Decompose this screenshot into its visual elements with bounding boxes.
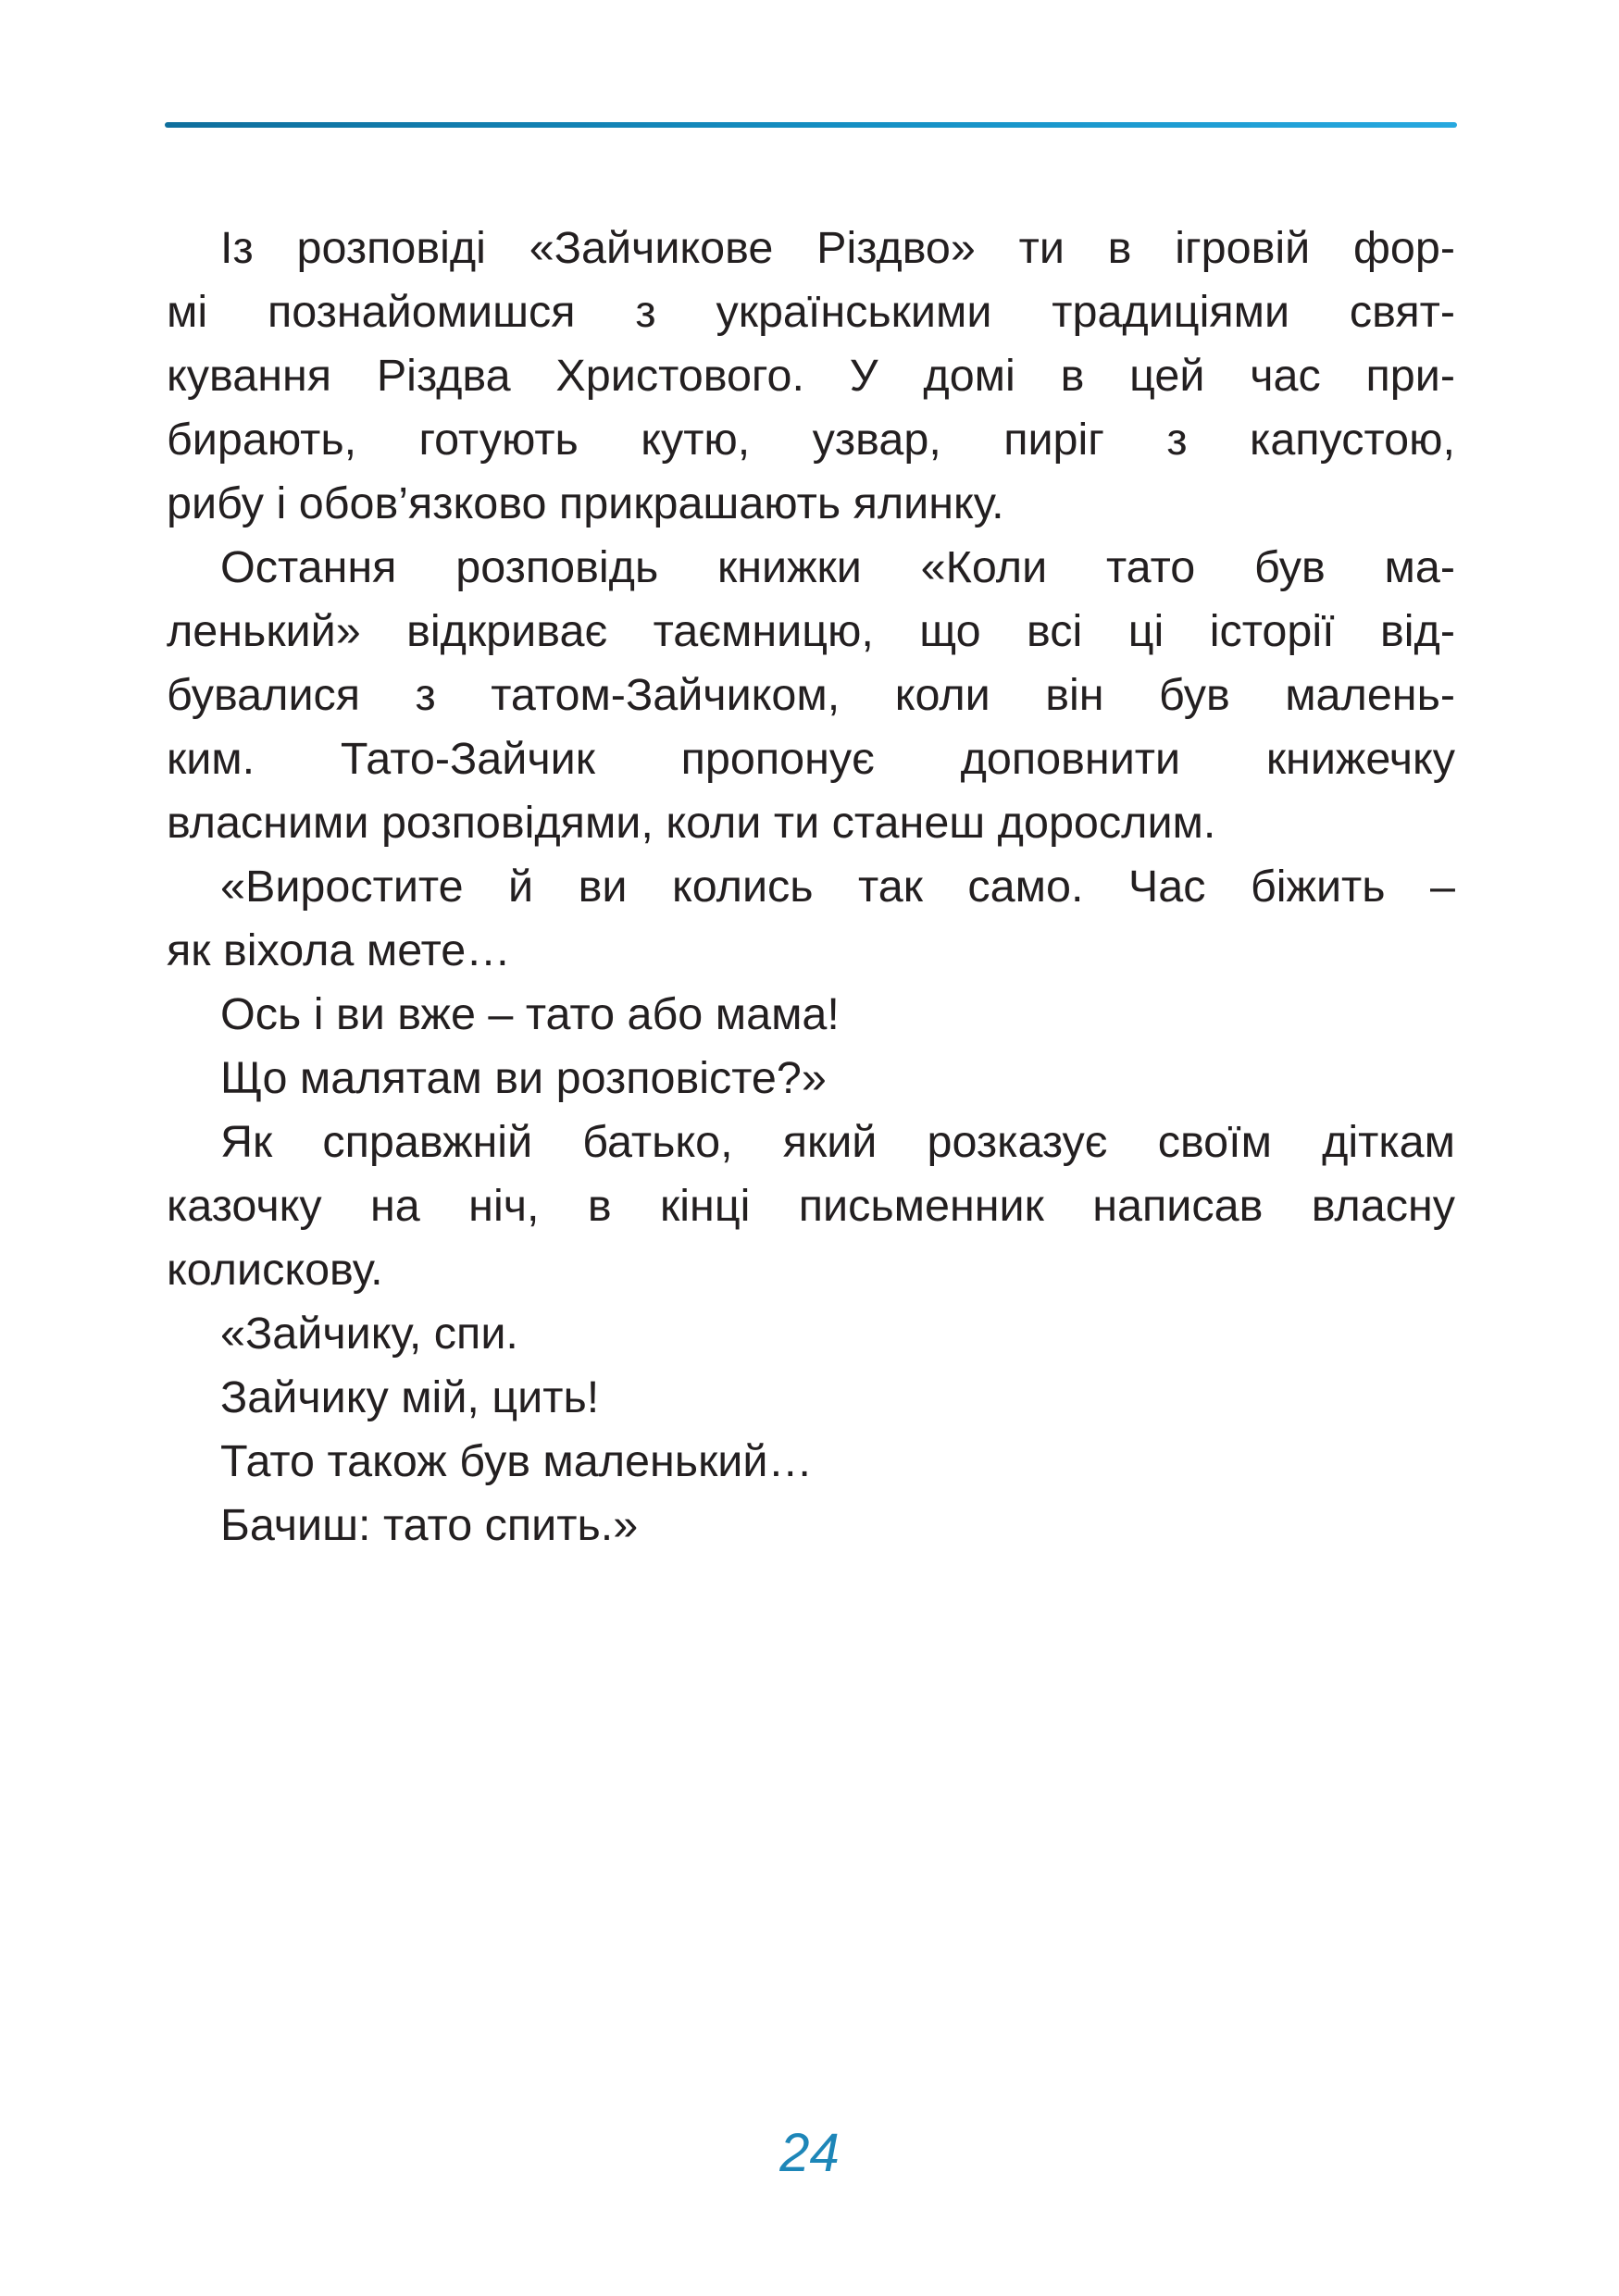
text-line: рибу і обов’язково прикрашають ялинку.: [167, 478, 1004, 528]
text-line: Що малятам ви розповісте?»: [220, 1053, 827, 1103]
text-line: Бачиш: тато спить.»: [220, 1500, 639, 1550]
text-line: Зайчику мій, цить!: [220, 1372, 600, 1422]
text-line: бирають, готують кутю, узвар, пиріг з капустою,: [167, 415, 1455, 465]
text-line: ленький» відкриває таємницю, що всі ці історії від-: [167, 606, 1455, 656]
text-line: Остання розповідь книжки «Коли тато був ма-: [220, 542, 1455, 592]
text-line: казочку на ніч, в кінці письменник написав власну: [167, 1181, 1455, 1231]
text-line: Як справжній батько, який розказує своїм діткам: [220, 1117, 1455, 1167]
text-line: власними розповідями, коли ти станеш дорослим.: [167, 798, 1216, 848]
text-line: бувалися з татом-Зайчиком, коли він був малень-: [167, 670, 1455, 720]
text-line: ким. Тато-Зайчик пропонує доповнити книжечку: [167, 734, 1455, 784]
text-line: кування Різдва Христового. У домі в цей час при-: [167, 351, 1455, 401]
text-line: «Виростите й ви колись так само. Час біжить –: [220, 862, 1455, 912]
body-text: [167, 217, 1455, 1558]
text-line: Ось і ви вже – тато або мама!: [220, 989, 840, 1039]
text-line: «Зайчику, спи.: [220, 1309, 518, 1359]
text-line: мі познайомишся з українськими традиціями свят-: [167, 287, 1455, 337]
text-line: Тато також був маленький…: [220, 1436, 813, 1486]
text-line: Із розповіді «Зайчикове Різдво» ти в ігровій фор-: [220, 223, 1455, 273]
page-number: 24: [779, 2123, 840, 2183]
text-line: як віхола мете…: [167, 925, 511, 975]
text-line: колискову.: [167, 1245, 383, 1295]
header-rule: [165, 122, 1457, 128]
